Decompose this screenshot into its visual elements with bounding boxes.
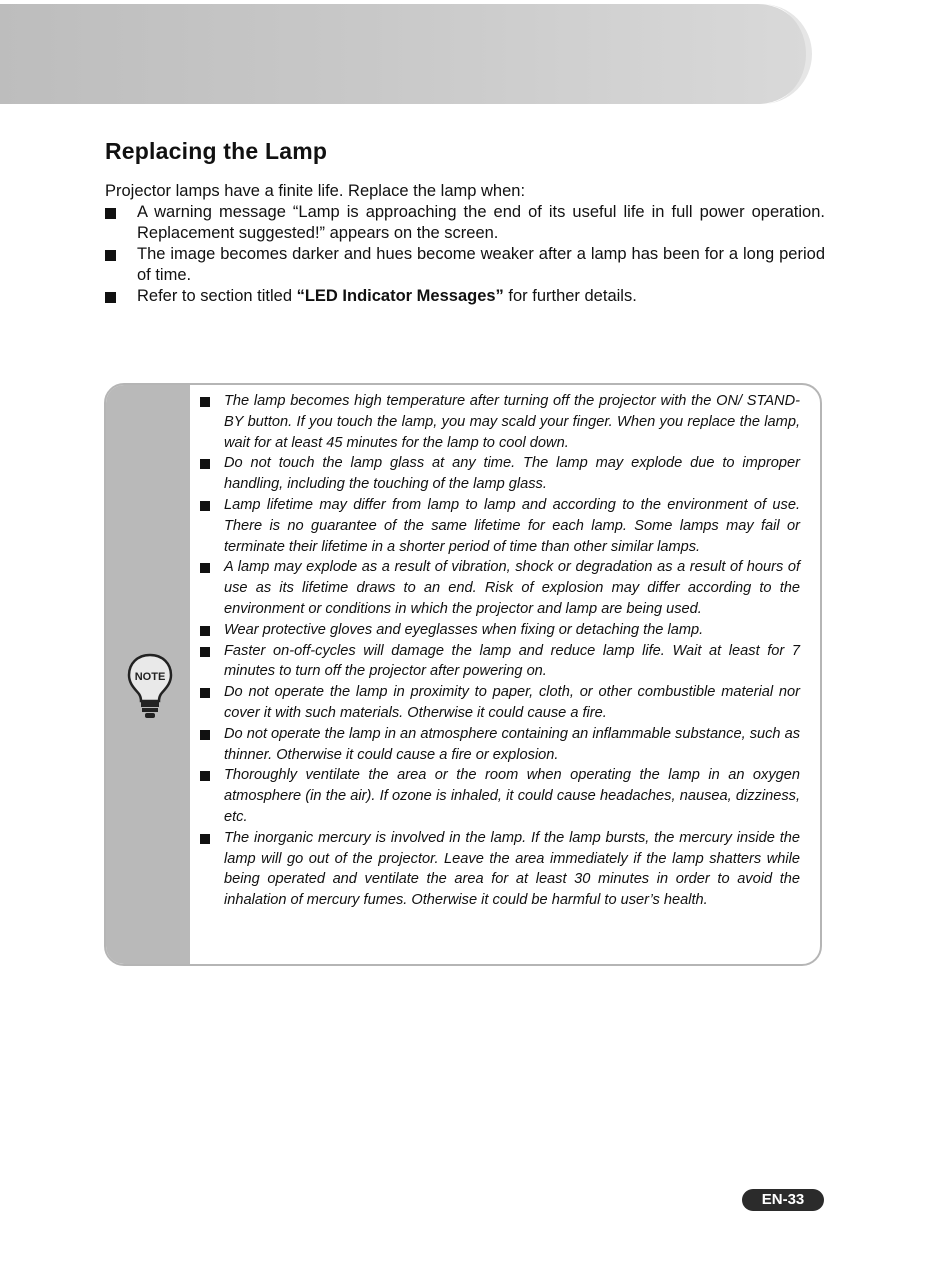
square-bullet-icon [200, 626, 210, 636]
note-item [200, 620, 800, 641]
note-item [200, 682, 800, 724]
list-item-text-prefix: Refer to section titled [137, 287, 297, 305]
square-bullet-icon [105, 292, 116, 303]
note-item-text: Lamp lifetime may differ from lamp to lamp and according to the environment of use. There is no guarantee of the same lifetime for each lamp. Some lamps may fail or terminate their lifetime in a shorter period of time than other similar lamps. [224, 496, 800, 555]
list-item [105, 286, 825, 307]
list-item-text-suffix: for further details. [503, 287, 637, 305]
square-bullet-icon [105, 250, 116, 261]
square-bullet-icon [200, 771, 210, 781]
square-bullet-icon [200, 647, 210, 657]
square-bullet-icon [200, 397, 210, 407]
note-icon-label: NOTE [134, 671, 166, 683]
square-bullet-icon [200, 688, 210, 698]
header-band [0, 4, 808, 104]
note-item [200, 641, 800, 683]
note-item-text: Thoroughly ventilate the area or the room when operating the lamp in an oxygen atmosphere (in the air). If ozone is inhaled, it could cause headaches, nausea, dizziness, etc. [224, 767, 800, 825]
list-item-text: The image becomes darker and hues become weaker after a lamp has been for a long period of time. [137, 245, 825, 284]
header-ring-decoration [700, 4, 812, 104]
square-bullet-icon [200, 834, 210, 844]
lightbulb-note-icon [126, 653, 174, 719]
page-title: Replacing the Lamp [105, 138, 328, 164]
list-item-text: A warning message “Lamp is approaching the end of its useful life in full power operation. Replacement suggested!” appears on the screen. [137, 203, 825, 242]
note-item [200, 557, 800, 619]
note-list [200, 391, 800, 911]
note-item [200, 765, 800, 827]
note-item-text: Faster on-off-cycles will damage the lamp and reduce lamp life. Wait at least for 7 minutes to turn off the projector after powering on. [224, 642, 800, 680]
note-item-text: Do not operate the lamp in an atmosphere containing an inflammable substance, such as thinner. Otherwise it could cause a fire or explosion. [224, 725, 800, 763]
intro-text: Projector lamps have a finite life. Replace the lamp when: [105, 182, 526, 200]
note-item [200, 495, 800, 557]
note-item-text: The lamp becomes high temperature after turning off the projector with the ON/ STAND-BY button. If you touch the lamp, you may scald your finger. When you replace the lamp, wait for at least 45 minutes for the lamp to cool down. [224, 393, 800, 451]
square-bullet-icon [200, 563, 210, 573]
note-item [200, 391, 800, 453]
square-bullet-icon [200, 459, 210, 469]
list-item [105, 202, 825, 244]
note-sidebar [106, 385, 190, 964]
list-item [105, 244, 825, 286]
note-item-text: The inorganic mercury is involved in the lamp. If the lamp bursts, the mercury inside the lamp will go out of the projector. Leave the area immediately if the lamp shatters while being operated and ventilate the area for at least 30 minutes in order to avoid the inhalation of mercury fumes. Otherwise it could be harmful to user’s health. [224, 829, 800, 909]
led-indicator-reference: “LED Indicator Messages” [296, 287, 504, 305]
page-number-badge: EN-33 [742, 1189, 824, 1211]
note-item-text: A lamp may explode as a result of vibration, shock or degradation as a result of hours of use as its lifetime draws to an end. Risk of explosion may differ according to the environment or conditions in which the projector and lamp are being used. [224, 559, 800, 617]
square-bullet-icon [200, 730, 210, 740]
replacement-conditions-list [105, 202, 825, 307]
square-bullet-icon [105, 208, 116, 219]
note-item-text: Do not touch the lamp glass at any time. The lamp may explode due to improper handling, including the touching of the lamp glass. [224, 455, 800, 493]
note-box [104, 383, 822, 966]
note-item [200, 724, 800, 766]
note-item [200, 453, 800, 495]
note-item-text: Do not operate the lamp in proximity to paper, cloth, or other combustible material nor cover it with such materials. Otherwise it could cause a fire. [224, 684, 800, 721]
note-item-text: Wear protective gloves and eyeglasses when fixing or detaching the lamp. [224, 621, 704, 638]
square-bullet-icon [200, 501, 210, 511]
note-item [200, 828, 800, 911]
